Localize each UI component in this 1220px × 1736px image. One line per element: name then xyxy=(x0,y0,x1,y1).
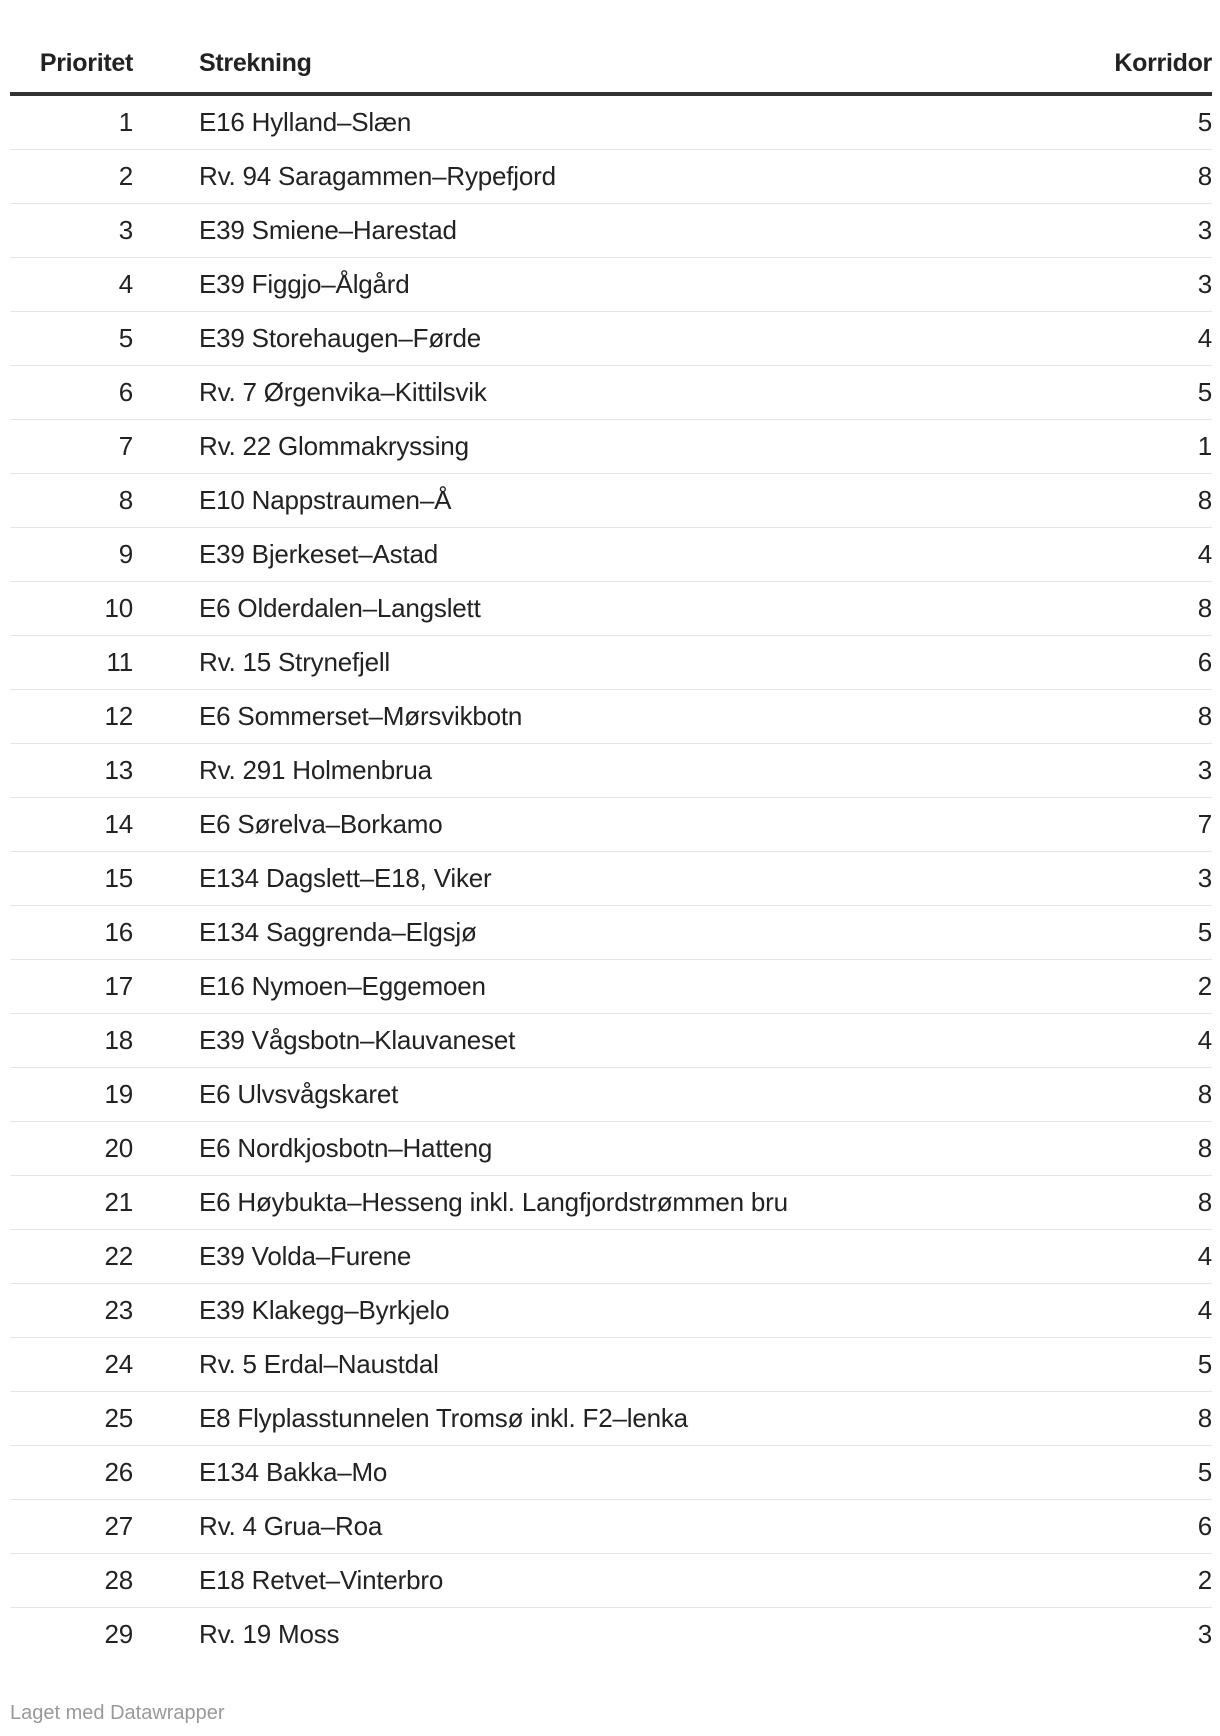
corridor-cell: 7 xyxy=(1197,809,1212,839)
table-row xyxy=(10,1176,1212,1230)
priority-cell: 29 xyxy=(104,1619,133,1649)
table-row xyxy=(10,366,1212,420)
stretch-cell: E16 Hylland–Slæn xyxy=(199,107,412,137)
corridor-cell: 4 xyxy=(1197,1241,1212,1271)
table-row xyxy=(10,204,1212,258)
priority-cell: 27 xyxy=(104,1511,133,1541)
stretch-cell: Rv. 7 Ørgenvika–Kittilsvik xyxy=(199,377,487,407)
priority-cell: 9 xyxy=(118,539,133,569)
corridor-cell: 4 xyxy=(1197,323,1212,353)
stretch-cell: E18 Retvet–Vinterbro xyxy=(199,1565,444,1595)
corridor-cell: 3 xyxy=(1197,755,1212,785)
stretch-cell: E134 Dagslett–E18, Viker xyxy=(199,863,492,893)
table-row xyxy=(10,690,1212,744)
table-row xyxy=(10,798,1212,852)
stretch-cell: Rv. 22 Glommakryssing xyxy=(199,431,469,461)
stretch-cell: E8 Flyplasstunnelen Tromsø inkl. F2–lenka xyxy=(199,1403,688,1433)
table-row xyxy=(10,1446,1212,1500)
corridor-cell: 8 xyxy=(1197,161,1212,191)
footer-credit[interactable]: Laget med Datawrapper xyxy=(10,1702,225,1724)
stretch-cell: E39 Vågsbotn–Klauvaneset xyxy=(199,1025,516,1055)
table-row xyxy=(10,474,1212,528)
priority-cell: 8 xyxy=(118,485,133,515)
table-row xyxy=(10,1014,1212,1068)
table-row xyxy=(10,1122,1212,1176)
table-row xyxy=(10,1284,1212,1338)
priority-cell: 14 xyxy=(104,809,133,839)
stretch-cell: Rv. 5 Erdal–Naustdal xyxy=(199,1349,439,1379)
corridor-cell: 3 xyxy=(1197,1619,1212,1649)
table-row xyxy=(10,582,1212,636)
stretch-cell: E39 Bjerkeset–Astad xyxy=(199,539,439,569)
priority-cell: 22 xyxy=(104,1241,133,1271)
table-row xyxy=(10,1230,1212,1284)
stretch-cell: E39 Figgjo–Ålgård xyxy=(199,269,410,299)
corridor-cell: 5 xyxy=(1197,917,1212,947)
priority-cell: 20 xyxy=(104,1133,133,1163)
stretch-cell: E6 Olderdalen–Langslett xyxy=(199,593,481,623)
header-priority[interactable]: Prioritet xyxy=(39,48,133,77)
stretch-cell: E39 Klakegg–Byrkjelo xyxy=(199,1295,450,1325)
corridor-cell: 3 xyxy=(1197,215,1212,245)
stretch-cell: Rv. 94 Saragammen–Rypefjord xyxy=(199,161,556,191)
corridor-cell: 2 xyxy=(1197,971,1212,1001)
table-row xyxy=(10,1068,1212,1122)
stretch-cell: E134 Bakka–Mo xyxy=(199,1457,388,1487)
table-row xyxy=(10,960,1212,1014)
stretch-cell: E39 Storehaugen–Førde xyxy=(199,323,481,353)
corridor-cell: 6 xyxy=(1197,1511,1212,1541)
header-corridor[interactable]: Korridor xyxy=(1114,48,1212,77)
priority-cell: 19 xyxy=(104,1079,133,1109)
stretch-cell: E39 Volda–Furene xyxy=(199,1241,412,1271)
priority-cell: 18 xyxy=(104,1025,133,1055)
corridor-cell: 6 xyxy=(1197,647,1212,677)
stretch-cell: Rv. 291 Holmenbrua xyxy=(199,755,432,785)
corridor-cell: 4 xyxy=(1197,1025,1212,1055)
table-row xyxy=(10,1338,1212,1392)
priority-cell: 25 xyxy=(104,1403,133,1433)
table-row xyxy=(10,744,1212,798)
table-row xyxy=(10,258,1212,312)
stretch-cell: Rv. 19 Moss xyxy=(199,1619,340,1649)
priority-cell: 12 xyxy=(104,701,133,731)
table-row xyxy=(10,1608,1212,1661)
corridor-cell: 5 xyxy=(1197,1349,1212,1379)
corridor-cell: 2 xyxy=(1197,1565,1212,1595)
priority-cell: 11 xyxy=(106,647,133,677)
table-row xyxy=(10,636,1212,690)
corridor-cell: 8 xyxy=(1197,1403,1212,1433)
corridor-cell: 5 xyxy=(1197,1457,1212,1487)
priority-cell: 21 xyxy=(104,1187,133,1217)
stretch-cell: E16 Nymoen–Eggemoen xyxy=(199,971,486,1001)
stretch-cell: E39 Smiene–Harestad xyxy=(199,215,457,245)
priority-cell: 16 xyxy=(104,917,133,947)
stretch-cell: Rv. 4 Grua–Roa xyxy=(199,1511,383,1541)
stretch-cell: E6 Sørelva–Borkamo xyxy=(199,809,443,839)
header-stretch[interactable]: Strekning xyxy=(199,48,312,77)
priority-cell: 23 xyxy=(104,1295,133,1325)
corridor-cell: 8 xyxy=(1197,485,1212,515)
table-row xyxy=(10,312,1212,366)
stretch-cell: E6 Sommerset–Mørsvikbotn xyxy=(199,701,523,731)
table-row xyxy=(10,852,1212,906)
stretch-cell: E6 Nordkjosbotn–Hatteng xyxy=(199,1133,493,1163)
stretch-cell: Rv. 15 Strynefjell xyxy=(199,647,390,677)
corridor-cell: 3 xyxy=(1197,863,1212,893)
table-row xyxy=(10,1554,1212,1608)
corridor-cell: 8 xyxy=(1197,1187,1212,1217)
table-row xyxy=(10,528,1212,582)
table-row xyxy=(10,420,1212,474)
priority-cell: 3 xyxy=(118,215,133,245)
table-row xyxy=(10,1392,1212,1446)
table-row xyxy=(10,1500,1212,1554)
corridor-cell: 8 xyxy=(1197,593,1212,623)
table-header xyxy=(10,34,1212,96)
table-body xyxy=(10,96,1212,1661)
corridor-cell: 4 xyxy=(1197,1295,1212,1325)
priority-cell: 13 xyxy=(104,755,133,785)
priority-cell: 5 xyxy=(118,323,133,353)
priority-cell: 24 xyxy=(104,1349,133,1379)
priority-cell: 1 xyxy=(118,107,133,137)
priority-cell: 10 xyxy=(104,593,133,623)
corridor-cell: 3 xyxy=(1197,269,1212,299)
stretch-cell: E6 Ulvsvågskaret xyxy=(199,1079,399,1109)
corridor-cell: 4 xyxy=(1197,539,1212,569)
corridor-cell: 8 xyxy=(1197,1079,1212,1109)
priority-cell: 6 xyxy=(118,377,133,407)
priority-cell: 28 xyxy=(104,1565,133,1595)
table-row xyxy=(10,96,1212,150)
table-row xyxy=(10,906,1212,960)
priority-cell: 15 xyxy=(104,863,133,893)
table-row xyxy=(10,150,1212,204)
priority-table xyxy=(10,34,1212,1661)
corridor-cell: 8 xyxy=(1197,701,1212,731)
priority-cell: 26 xyxy=(104,1457,133,1487)
corridor-cell: 8 xyxy=(1197,1133,1212,1163)
corridor-cell: 1 xyxy=(1197,431,1212,461)
stretch-cell: E6 Høybukta–Hesseng inkl. Langfjordstrømmen bru xyxy=(199,1187,788,1217)
priority-cell: 4 xyxy=(118,269,133,299)
corridor-cell: 5 xyxy=(1197,107,1212,137)
stretch-cell: E134 Saggrenda–Elgsjø xyxy=(199,917,477,947)
priority-cell: 17 xyxy=(104,971,133,1001)
corridor-cell: 5 xyxy=(1197,377,1212,407)
stretch-cell: E10 Nappstraumen–Å xyxy=(199,485,452,515)
priority-cell: 7 xyxy=(118,431,133,461)
priority-cell: 2 xyxy=(118,161,133,191)
